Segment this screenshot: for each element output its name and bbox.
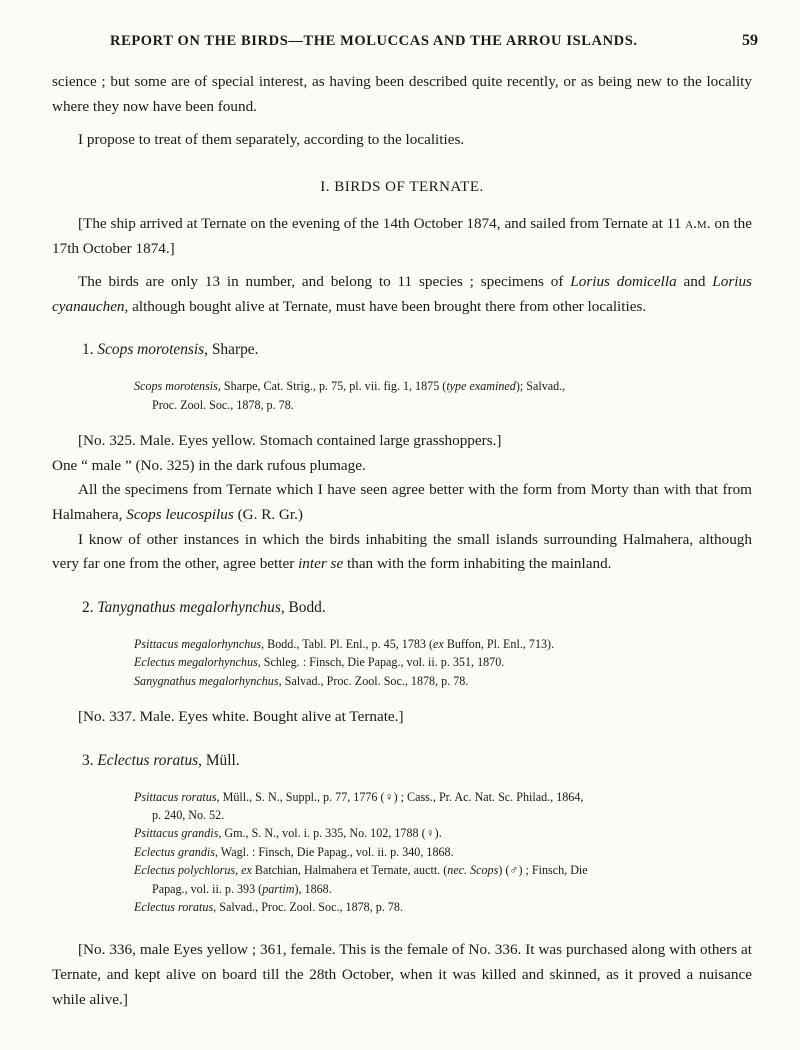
species-entry-heading <box>52 341 752 359</box>
running-head: REPORT ON THE BIRDS—THE MOLUCCAS AND THE ARROU ISLANDS. <box>110 33 638 49</box>
page-body <box>52 70 752 1012</box>
entry-author: , Müll. <box>198 751 240 769</box>
entry-author: , Sharpe. <box>204 341 259 359</box>
entry-note: [No. 336, male Eyes yellow ; 361, female. This is the female of No. 336. It was purchased along with others at Ternate, and kept alive on board till the 28th October, when it was killed and skinned, as it proved a nuisance while alive.] <box>52 941 752 1008</box>
entry-note: [No. 337. Male. Eyes white. Bought alive at Ternate.] <box>78 708 404 725</box>
entry-species-name: Tanygnathus megalorhynchus <box>97 598 281 616</box>
entry-number: 3. <box>82 751 94 769</box>
entry-note: [No. 325. Male. Eyes yellow. Stomach contained large grasshoppers.] <box>78 432 502 450</box>
paragraph-propose: I propose to treat of them separately, according to the localities. <box>78 131 465 149</box>
entry-note: All the specimens from Ternate which I have seen agree better with the form from Morty than with that from Halmahera, Scops leucospilus (G. R. Gr.) <box>52 481 752 523</box>
entry-species-name: Eclectus roratus <box>97 751 199 769</box>
entry-references: Psittacus megalorhynchus, Bodd., Tabl. Pl. Enl., p. 45, 1783 (ex Buffon, Pl. Enl., 713). Eclectus megalorhynchus, Schleg. : Finsch, Die Papag., vol. ii. p. 351, 1870. Sanygnathus megalorhynchus, Salvad., Proc. Zool. Soc., 1878, p. 78. <box>134 636 555 688</box>
entry-species-name: Scops morotensis <box>97 341 205 359</box>
page-header <box>52 32 760 50</box>
entry-number: 2. <box>82 598 94 616</box>
entry-note: One “ male ” (No. 325) in the dark rufous plumage. <box>52 456 366 474</box>
paragraph-continuation: science ; but some are of special interest, as having been described quite recently, or as being new to the locality where they now have been found. <box>52 73 752 115</box>
entry-author: , Bodd. <box>280 598 326 616</box>
entry-references: Psittacus roratus, Müll., S. N., Suppl., p. 77, 1776 (♀) ; Cass., Pr. Ac. Nat. Sc. Philad., 1864, p. 240, No. 52. Psittacus grandis, Gm., S. N., vol. i. p. 335, No. 102, 1788 (♀). Eclectus grandis, Wagl. : Finsch, Die Papag., vol. ii. p. 340, 1868. Eclectus polychlorus, ex Batchian, Halmahera et Ternate, auctt. (nec. Scops) (♂) ; Finsch, Die Papag., vol. ii. p. 393 (partim), 1868. Eclectus roratus, Salvad., Proc. Zool. Soc., 1878, p. 78. <box>134 789 588 914</box>
species-entry-heading <box>52 599 752 617</box>
paragraph-ship-arrival: [The ship arrived at Ternate on the evening of the 14th October 1874, and sailed from Ternate at 11 a.m. on the 17th October 1874.] <box>52 214 753 257</box>
section-heading: I. BIRDS OF TERNATE. <box>320 178 484 195</box>
species-entry-heading <box>52 752 752 770</box>
entry-number: 1. <box>82 341 94 359</box>
entry-references: Scops morotensis, Sharpe, Cat. Strig., p. 75, pl. vii. fig. 1, 1875 (type examined); Salvad., Proc. Zool. Soc., 1878, p. 78. <box>134 379 566 412</box>
page-number: 59 <box>742 32 758 49</box>
paragraph-bird-count: The birds are only 13 in number, and belong to 11 species ; specimens of Lorius domicella and Lorius cyanauchen, although bought alive at Ternate, must have been brought there from other localities. <box>52 273 752 315</box>
entry-note: I know of other instances in which the birds inhabiting the small islands surrounding Halmahera, although very far one from the other, agree better inter se than with the form inhabiting the mainland. <box>52 530 752 573</box>
